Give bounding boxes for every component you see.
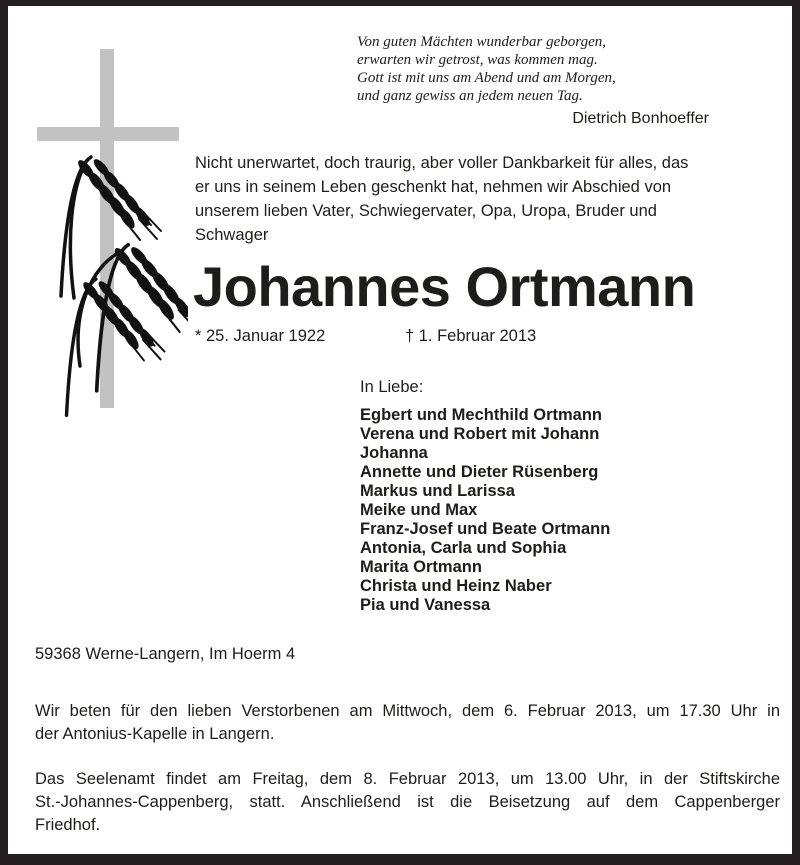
death-date: † 1. Februar 2013 xyxy=(405,327,537,345)
quote-attribution: Dietrich Bonhoeffer xyxy=(572,110,709,127)
mourners-heading: In Liebe: xyxy=(360,378,424,396)
quote-block xyxy=(357,33,709,128)
intro-text: Nicht unerwartet, doch traurig, aber voller Dankbarkeit für alles, das er uns in seinem Leben geschenkt hat, nehmen wir Abschied von unserem lieben Vater, Schwiegervater, Opa, Uropa, Bruder und Schwager xyxy=(195,154,689,244)
prayer-service-text: Wir beten für den lieben Verstorbenen am Mittwoch, dem 6. Februar 2013, um 17.30 Uhr in der Antonius-Kapelle in Langern. xyxy=(35,702,780,743)
funeral-service-text: Das Seelenamt findet am Freitag, dem 8. Februar 2013, um 13.00 Uhr, in der Stiftskirche St.-Johannes-Cappenberg, statt. Anschließend ist die Beisetzung auf dem Cappenberger Friedhof. xyxy=(35,770,780,834)
quote-text: Von guten Mächten wunderbar geborgen, erwarten wir getrost, was kommen mag. Gott ist mit uns am Abend und am Morgen, und ganz gewiss an jedem neuen Tag. xyxy=(357,34,616,104)
mourners-list: Egbert und Mechthild Ortmann Verena und Robert mit Johann Johanna Annette und Dieter Rüsenberg Markus und Larissa Meike und Max Franz-Josef und Beate Ortmann Antonia, Carla und Sophia Marita Ortmann Christa und Heinz Naber Pia und Vanessa xyxy=(360,406,611,614)
address-line: 59368 Werne-Langern, Im Hoerm 4 xyxy=(35,645,296,663)
cross-and-wheat-icon xyxy=(28,40,188,420)
deceased-name: Johannes Ortmann xyxy=(193,255,696,318)
birth-date: * 25. Januar 1922 xyxy=(195,327,326,345)
wheat-icon xyxy=(61,157,188,415)
